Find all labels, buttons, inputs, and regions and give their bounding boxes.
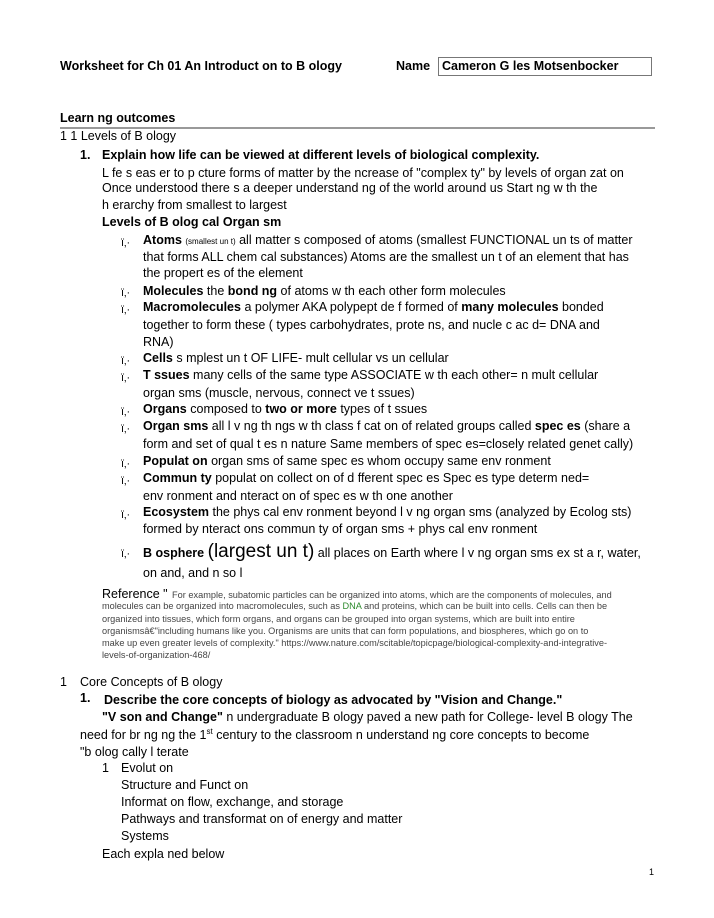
level-macromolecules xyxy=(143,300,604,314)
name-label: Name xyxy=(396,59,431,73)
level-molecules xyxy=(143,284,506,298)
level-term: Commun ty xyxy=(143,471,212,485)
bullet-icon: ï‚· xyxy=(121,423,131,435)
answer-superscript: st xyxy=(206,727,213,736)
closing-line: Each expla ned below xyxy=(102,847,225,861)
level-atoms xyxy=(143,233,633,247)
level-emphasis: bond ng xyxy=(227,284,278,298)
level-text: all l v ng th ngs w th class f cat on of related groups called xyxy=(211,419,535,433)
reference-text xyxy=(102,601,607,611)
level-text: of atoms w th each other form molecules xyxy=(277,284,506,298)
level-text: organ sms (muscle, nervous, connect ve t ssues) xyxy=(143,386,415,400)
level-text: the phys cal env ronment beyond l v ng organ sms (analyzed by Ecolog sts) xyxy=(212,505,632,519)
level-ecosystem xyxy=(143,505,631,519)
reference-text: and proteins, which can be built into cells. Cells can then be xyxy=(361,601,608,611)
bullet-icon: ï‚· xyxy=(121,237,131,249)
level-emphasis: two or more xyxy=(265,402,337,416)
level-text: the propert es of the element xyxy=(143,266,303,280)
answer-line: h erarchy from smallest to largest xyxy=(102,198,287,212)
question-1-number: 1. xyxy=(80,148,91,162)
bullet-icon: ï‚· xyxy=(121,304,131,316)
level-community xyxy=(143,471,589,485)
level-text: form and set of qual t es n nature Same members of spec es=closely related genet cally) xyxy=(143,437,634,451)
level-term: Organ sms xyxy=(143,419,209,433)
concept-item: Evolut on xyxy=(121,761,174,775)
answer-line: "b olog cally l terate xyxy=(80,745,189,759)
level-emphasis: many molecules xyxy=(461,300,559,314)
level-term: T ssues xyxy=(143,368,190,382)
level-text: s mplest un t OF LIFE- mult cellular vs un cellular xyxy=(176,351,449,365)
level-term: Ecosystem xyxy=(143,505,210,519)
concept-item: Systems xyxy=(121,829,169,843)
level-cells xyxy=(143,351,449,365)
concept-item: Structure and Funct on xyxy=(121,778,249,792)
concept-item: Pathways and transformat on of energy and matter xyxy=(121,812,403,826)
level-text: all places on Earth where l v ng organ sms ex st a r, water, xyxy=(317,546,641,560)
reference-text: organismsâ€"including humans like you. Organisms are units that can form populations, and biospheres, which go on to xyxy=(102,626,589,636)
level-text: on and, and n so l xyxy=(143,566,243,580)
level-text: composed to xyxy=(190,402,266,416)
level-term: Populat on xyxy=(143,454,208,468)
section-2-heading: Core Concepts of B ology xyxy=(80,675,223,689)
worksheet-title: Worksheet for Ch 01 An Introduct on to B ology xyxy=(60,59,342,73)
answer-line: L fe s eas er to p cture forms of matter by the ncrease of "complex ty" by levels of organ zat on xyxy=(102,166,624,180)
level-text: (share a xyxy=(580,419,631,433)
level-organisms xyxy=(143,419,630,433)
bullet-icon: ï‚· xyxy=(121,355,131,367)
level-text: all matter s composed of atoms (smallest FUNCTIONAL un ts of matter xyxy=(239,233,633,247)
name-field[interactable]: Cameron G les Motsenbocker xyxy=(438,57,652,76)
answer-line: Once understood there s a deeper understand ng of the world around us Start ng w th the xyxy=(102,181,598,195)
level-tissues xyxy=(143,368,598,382)
level-text: together to form these ( types carbohydrates, prote ns, and nucle c ac d= DNA and xyxy=(143,318,600,332)
reference-url[interactable]: levels-of-organization-468/ xyxy=(102,650,211,660)
level-term: Cells xyxy=(143,351,173,365)
question-1-text: Explain how life can be viewed at different levels of biological complexity. xyxy=(102,148,540,162)
section-2-number: 1 xyxy=(60,675,67,689)
page-number: 1 xyxy=(649,867,655,877)
level-note: (smallest un t) xyxy=(185,237,236,246)
level-text: types of t ssues xyxy=(336,402,428,416)
reference-text: organized into tissues, which form organs, and organs can be grouped into organ systems, which are built into entire xyxy=(102,614,575,624)
answer-text: need for br ng ng the 1 xyxy=(80,728,207,743)
level-text: bonded xyxy=(558,300,604,314)
level-term: Atoms xyxy=(143,233,182,247)
level-term: Organs xyxy=(143,402,187,416)
section-1-heading: 1 1 Levels of B ology xyxy=(60,129,177,143)
level-text: many cells of the same type ASSOCIATE w th each other= n mult cellular xyxy=(193,368,599,382)
answer-line xyxy=(102,710,633,724)
answer-emphasis: "V son and Change" xyxy=(102,710,223,724)
answer-line xyxy=(80,727,589,742)
level-text: RNA) xyxy=(143,335,174,349)
level-text: that forms ALL chem cal substances) Atoms are the smallest un t of an element that has xyxy=(143,250,629,264)
level-text: populat on collect on of d fferent spec es Spec es type determ ned= xyxy=(215,471,590,485)
level-emphasis: spec es xyxy=(534,419,581,433)
bullet-icon: ï‚· xyxy=(121,372,131,384)
level-organs xyxy=(143,402,427,416)
bullet-icon: ï‚· xyxy=(121,406,131,418)
level-population xyxy=(143,454,551,468)
level-term: B osphere xyxy=(143,546,205,560)
level-biosphere xyxy=(143,541,641,563)
answer-text: century to the classroom n understand ng core concepts to become xyxy=(212,728,590,743)
bullet-icon: ï‚· xyxy=(121,287,131,299)
reference-dna-link[interactable]: DNA xyxy=(342,601,362,611)
level-note: (largest un t) xyxy=(207,541,315,562)
reference-label: Reference " xyxy=(102,587,168,601)
reference-text: For example, subatomic particles can be organized into atoms, which are the components of molecules, and xyxy=(172,590,612,600)
bullet-icon: ï‚· xyxy=(121,475,131,487)
level-term: Molecules xyxy=(143,284,204,298)
bullet-icon: ï‚· xyxy=(121,458,131,470)
bullet-icon: ï‚· xyxy=(121,548,131,560)
learning-outcomes-heading: Learn ng outcomes xyxy=(60,111,176,125)
level-term: Macromolecules xyxy=(143,300,241,314)
bullet-icon: ï‚· xyxy=(121,509,131,521)
question-2-text: Describe the core concepts of biology as advocated by "Vision and Change." xyxy=(104,693,563,707)
level-text: formed by nteract ons commun ty of organ sms + phys cal env ronment xyxy=(143,522,538,536)
level-text: organ sms of same spec es whom occupy same env ronment xyxy=(211,454,551,468)
levels-heading: Levels of B olog cal Organ sm xyxy=(102,215,282,229)
concept-item: Informat on flow, exchange, and storage xyxy=(121,795,344,809)
concept-list-number: 1 xyxy=(102,761,109,775)
answer-text: n undergraduate B ology paved a new path for College- level B ology The xyxy=(222,710,633,724)
reference-text: molecules can be organized into macromolecules, such as xyxy=(102,601,343,611)
level-text: the xyxy=(206,284,228,298)
reference-url[interactable]: make up even greater levels of complexity." https://www.nature.com/scitable/topicpage/biological-complexity-and-integrative- xyxy=(102,638,608,648)
question-2-number: 1. xyxy=(80,691,91,705)
level-text: env ronment and nteract on of spec es w th one another xyxy=(143,489,453,503)
level-text: a polymer AKA polypept de f formed of xyxy=(244,300,462,314)
